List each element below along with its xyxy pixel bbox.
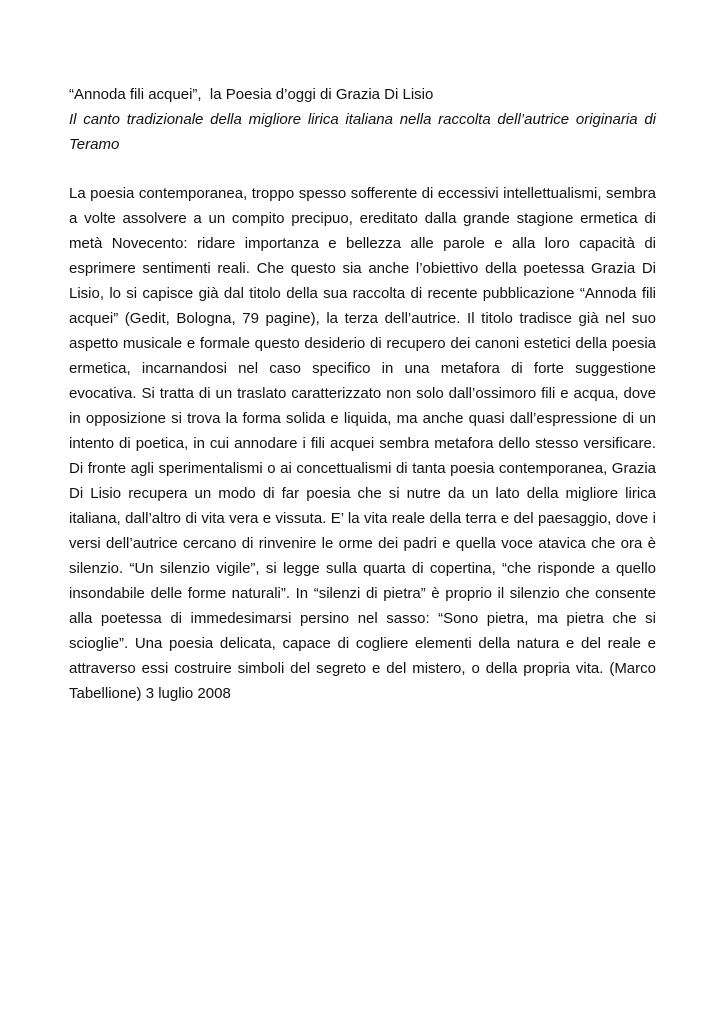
article-body: La poesia contemporanea, troppo spesso sofferente di eccessivi intellettualismi, sembra a volte assolvere a un compito precipuo, ereditato dalla grande stagione ermetica di metà Novecento: ridare importanza e bellezza alle parole e alla loro capacità di esprimere sentimenti reali. Che questo sia anche l’obiettivo della poetessa Grazia Di Lisio, lo si capisce già dal titolo della sua raccolta di recente pubblicazione “Annoda fili acquei” (Gedit, Bologna, 79 pagine), la terza dell’autrice. Il titolo tradisce già nel suo aspetto musicale e formale questo desiderio di recupero dei canoni estetici della poesia ermetica, incarnandosi nel caso specifico in una metafora di forte suggestione evocativa. Si tratta di un traslato caratterizzato non solo dall’ossimoro fili e acqua, dove in opposizione si trova la forma solida e liquida, ma anche quasi dall’espressione di un intento di poetica, in cui annodare i fili acquei sembra metafora dello stesso versificare. Di fronte agli sperimentalismi o ai concettualismi di tanta poesia contemporanea, Grazia Di Lisio recupera un modo di far poesia che si nutre da un lato della migliore lirica italiana, dall’altro di vita vera e vissuta. E’ la vita reale della terra e del paesaggio, dove i versi dell’autrice cercano di rinvenire le orme dei padri e quella voce atavica che ora è silenzio. “Un silenzio vigile”, si legge sulla quarta di copertina, “che risponde a quello insondabile delle forme naturali”. In “silenzi di pietra” è proprio il silenzio che consente alla poetessa di immedesimarsi persino nel sasso: “Sono pietra, ma pietra che si scioglie”. Una poesia delicata, capace di cogliere elementi della natura e del reale e attraverso essi costruire simboli del segreto e del mistero, o della propria vita. (Marco Tabellione) 3 luglio 2008 [69, 185, 656, 702]
article-title: “Annoda fili acquei”, la Poesia d’oggi di Grazia Di Lisio [69, 86, 434, 103]
article-subtitle: Il canto tradizionale della migliore lirica italiana nella raccolta dell’autrice originaria di Teramo [69, 111, 656, 153]
document-page [69, 83, 656, 706]
